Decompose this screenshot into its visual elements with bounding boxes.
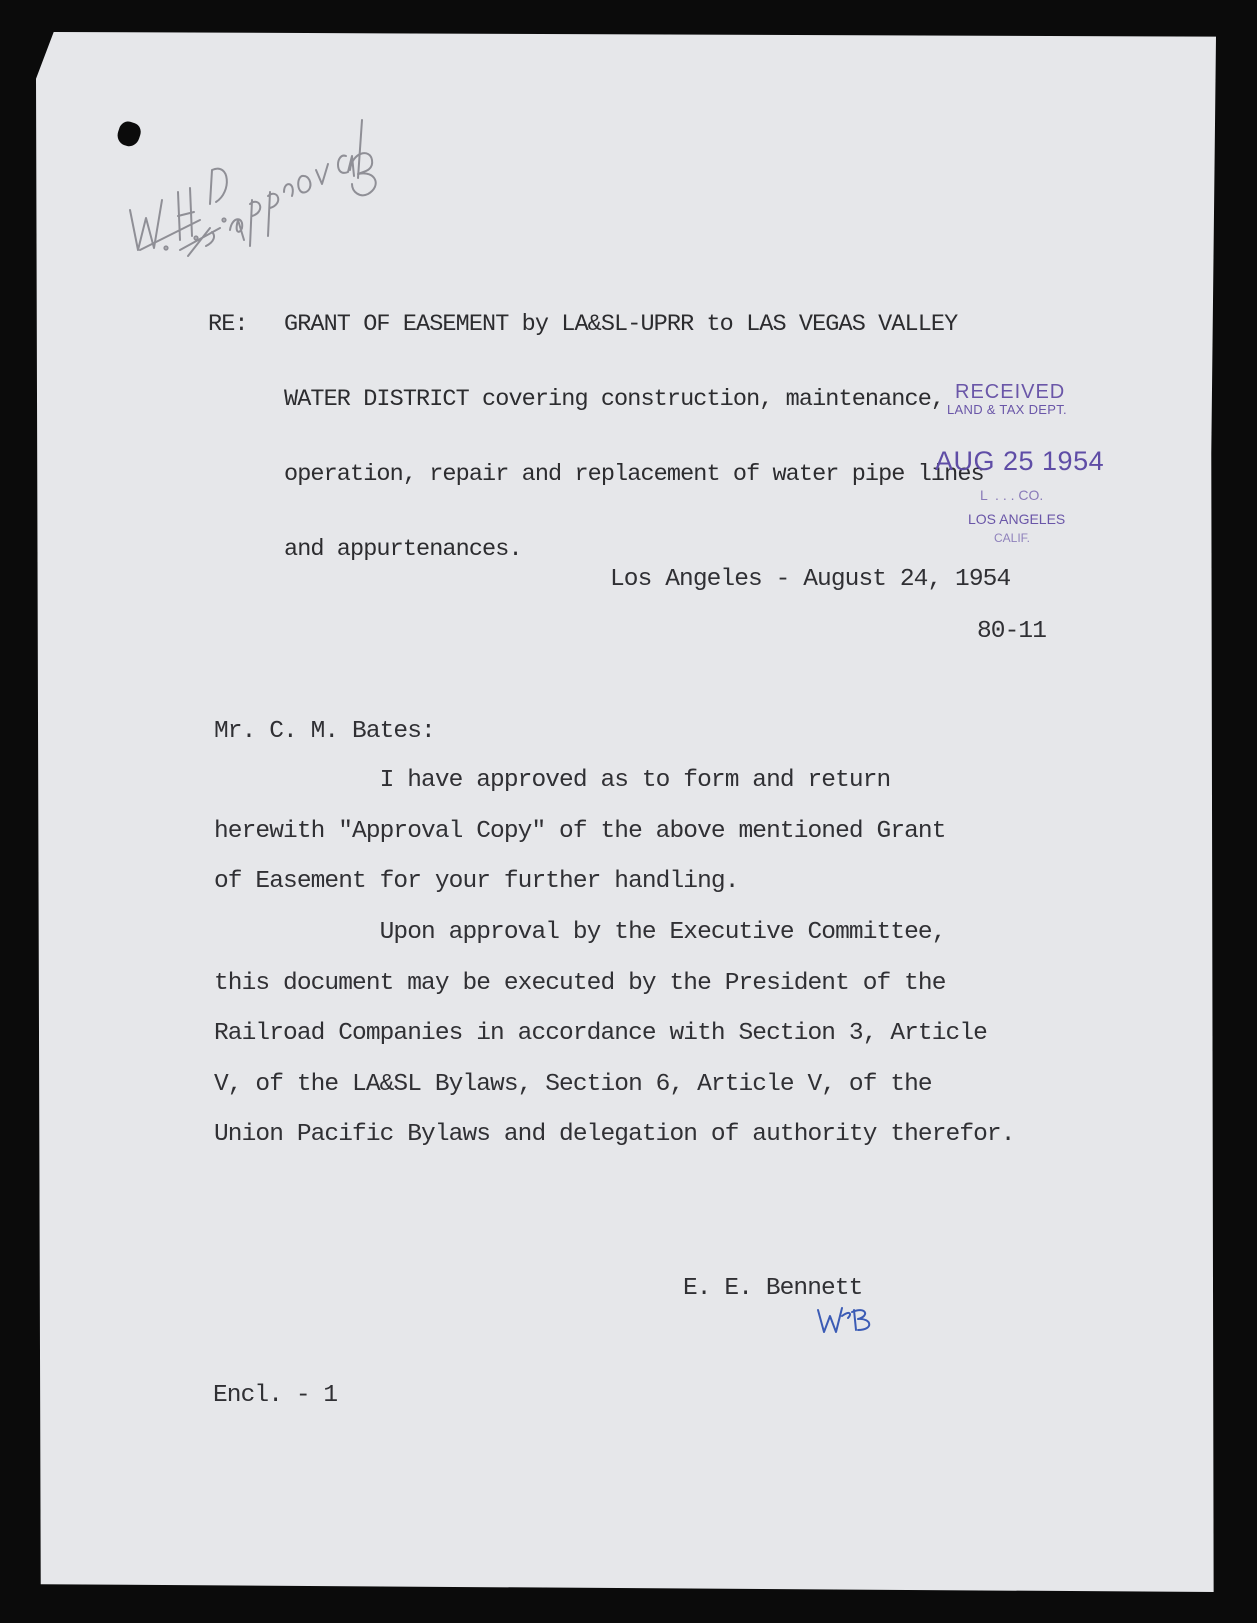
file-reference: 80-11 (977, 618, 1047, 645)
body-paragraph-1: I have approved as to form and return herewith "Approval Copy" of the above mentioned Grant of Easement for your further handling. (214, 767, 946, 895)
subject-label: RE: (208, 311, 248, 338)
handwritten-initials (812, 1300, 892, 1340)
stamp-city: LOS ANGELES (968, 511, 1066, 527)
stamp-department: LAND & TAX DEPT. (947, 402, 1067, 417)
subject-line-2: WATER DISTRICT covering construction, maintenance, (284, 386, 945, 413)
signature-name: E. E. Bennett (683, 1275, 863, 1302)
stamp-received: RECEIVED (955, 381, 1066, 403)
subject-line-1: GRANT OF EASEMENT by LA&SL-UPRR to LAS VEGAS VALLEY (284, 311, 958, 338)
stamp-state: CALIF. (994, 531, 1031, 545)
subject-block (208, 262, 984, 587)
salutation: Mr. C. M. Bates: (214, 718, 435, 745)
dateline: Los Angeles - August 24, 1954 (610, 566, 1011, 593)
stamp-date: AUG 25 1954 (935, 446, 1105, 476)
enclosure-note: Encl. - 1 (213, 1382, 338, 1409)
body-paragraph-2: Upon approval by the Executive Committee, this document may be executed by the President of the Railroad Companies in accordance with Section 3, Article V, of the LA&SL Bylaws, Section 6, Article V, of the Union Pacific Bylaws and delegation of authority therefor. (214, 919, 1015, 1148)
subject-line-3: operation, repair and replacement of water pipe lines (284, 461, 984, 488)
stamp-company: L . . . CO. (980, 487, 1044, 503)
subject-line-4: and appurtenances. (284, 536, 522, 563)
